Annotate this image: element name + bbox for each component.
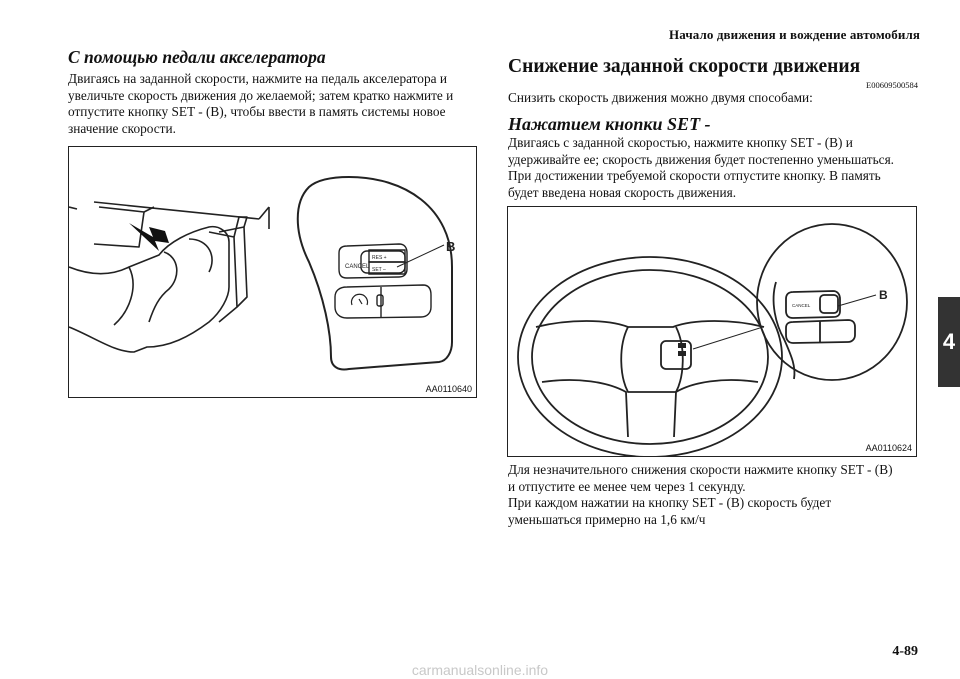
callout-line [838, 295, 876, 306]
text-line: уменьшаться примерно на 1,6 км/ч [508, 511, 706, 527]
figure-steering-wheel [507, 206, 917, 457]
accelerator-paragraph [68, 71, 468, 137]
text-line: Двигаясь с заданной скоростью, нажмите кнопку SET - (B) и [508, 135, 853, 150]
subheading-set-button: Нажатием кнопки SET - [508, 114, 711, 134]
set-button-label: SET – [372, 267, 386, 273]
text-line: и отпустите ее менее чем через 1 секунду. [508, 478, 746, 494]
steering-wheel-illustration [508, 207, 916, 456]
callout-line [397, 245, 444, 267]
text-line: отпустите кнопку SET - (B), чтобы ввести в память системы новое [68, 104, 446, 120]
cancel-button-label: CANCEL [345, 264, 370, 270]
text-line: удерживайте ее; скорость движения будет постепенно уменьшаться. [508, 151, 895, 167]
figure-accelerator-pedal [68, 146, 477, 398]
section-heading-reduce-speed: Снижение заданной скорости движения [508, 56, 861, 77]
cruise-icon [352, 294, 368, 305]
chapter-tab: 4 [938, 297, 960, 387]
section-heading-accelerator: С помощью педали акселератора [68, 47, 326, 67]
running-header: Начало движения и вождение автомобиля [669, 27, 920, 42]
figure-code: AA0110640 [425, 384, 472, 394]
callout-b: B [879, 288, 888, 302]
text-line: Двигаясь на заданной скорости, нажмите на педаль акселератора и [68, 71, 447, 86]
text-line: При достижении требуемой скорости отпустите кнопку. В память [508, 168, 881, 184]
set-button-paragraph [508, 135, 918, 201]
short-press-paragraph [508, 462, 918, 528]
figure-code: AA0110624 [865, 443, 912, 453]
page-number: 4-89 [892, 644, 918, 659]
watermark: carmanualsonline.info [411, 662, 549, 678]
res-button-label: RES + [372, 255, 387, 261]
callout-b: B [446, 239, 456, 254]
text-line: Для незначительного снижения скорости нажмите кнопку SET - (B) [508, 462, 893, 477]
text-line: значение скорости. [68, 120, 176, 136]
pedal-illustration [69, 147, 476, 397]
text-line: увеличьте скорость движения до желаемой; затем кратко нажмите и [68, 87, 454, 103]
text-line: будет введена новая скорость движения. [508, 184, 737, 200]
text-line: При каждом нажатии на кнопку SET - (B) скорость будет [508, 495, 832, 511]
inset-cancel-label: CANCEL [792, 303, 811, 308]
heading-code: E00609500584 [866, 80, 918, 90]
reduce-intro: Снизить скорость движения можно двумя способами: [508, 90, 813, 105]
